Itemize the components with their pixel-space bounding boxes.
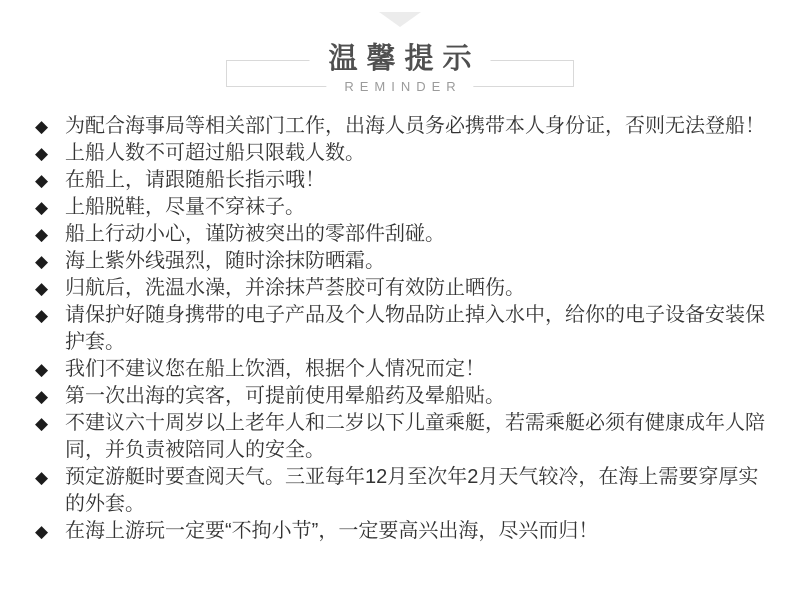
list-item [35,140,772,167]
list-item-text: 上船人数不可超过船只限载人数。 [65,142,365,164]
list-item-text: 在船上，请跟随船长指示哦！ [65,169,325,191]
diamond-bullet-icon: ◆ [35,225,49,244]
list-item [35,221,772,248]
list-item [35,194,772,221]
diamond-bullet-icon: ◆ [35,171,49,190]
list-item [35,356,772,383]
diamond-bullet-icon: ◆ [35,360,49,379]
list-item-text: 上船脱鞋，尽量不穿袜子。 [65,196,305,218]
list-item-text: 请保护好随身携带的电子产品及个人物品防止掉入水中，给你的电子设备安装保护套。 [65,304,765,353]
list-item [35,518,772,545]
chevron-down-triangle-icon [379,12,421,27]
list-item [35,464,772,518]
list-item [35,113,772,140]
diamond-bullet-icon: ◆ [35,144,49,163]
list-item [35,248,772,275]
diamond-bullet-icon: ◆ [35,198,49,217]
list-item-text: 预定游艇时要查阅天气。三亚每年12月至次年2月天气较冷，在海上需要穿厚实的外套。 [65,466,759,515]
diamond-bullet-icon: ◆ [35,306,49,325]
list-item-text: 我们不建议您在船上饮酒，根据个人情况而定！ [65,358,485,380]
list-item-text: 不建议六十周岁以上老年人和二岁以下儿童乘艇，若需乘艇必须有健康成年人陪同，并负责被陪同人的安全。 [65,412,765,461]
list-item-text: 归航后，洗温水澡，并涂抹芦荟胶可有效防止晒伤。 [65,277,525,299]
reminder-list [35,113,772,545]
reminder-header [226,41,574,99]
list-item [35,383,772,410]
list-item [35,167,772,194]
reminder-notice-page [0,12,800,595]
list-item-text: 船上行动小心，谨防被突出的零部件刮碰。 [65,223,445,245]
diamond-bullet-icon: ◆ [35,387,49,406]
diamond-bullet-icon: ◆ [35,279,49,298]
diamond-bullet-icon: ◆ [35,252,49,271]
page-title: 温馨提示 [309,41,490,78]
list-item-text: 海上紫外线强烈，随时涂抹防晒霜。 [65,250,385,272]
list-item [35,275,772,302]
list-item [35,302,772,356]
list-item [35,410,772,464]
list-item-text: 第一次出海的宾客，可提前使用晕船药及晕船贴。 [65,385,505,407]
page-subtitle: REMINDER [326,78,473,95]
diamond-bullet-icon: ◆ [35,522,49,541]
list-item-text: 为配合海事局等相关部门工作，出海人员务必携带本人身份证，否则无法登船！ [65,115,765,137]
diamond-bullet-icon: ◆ [35,414,49,433]
diamond-bullet-icon: ◆ [35,117,49,136]
diamond-bullet-icon: ◆ [35,468,49,487]
list-item-text: 在海上游玩一定要“不拘小节”，一定要高兴出海，尽兴而归！ [65,520,599,542]
